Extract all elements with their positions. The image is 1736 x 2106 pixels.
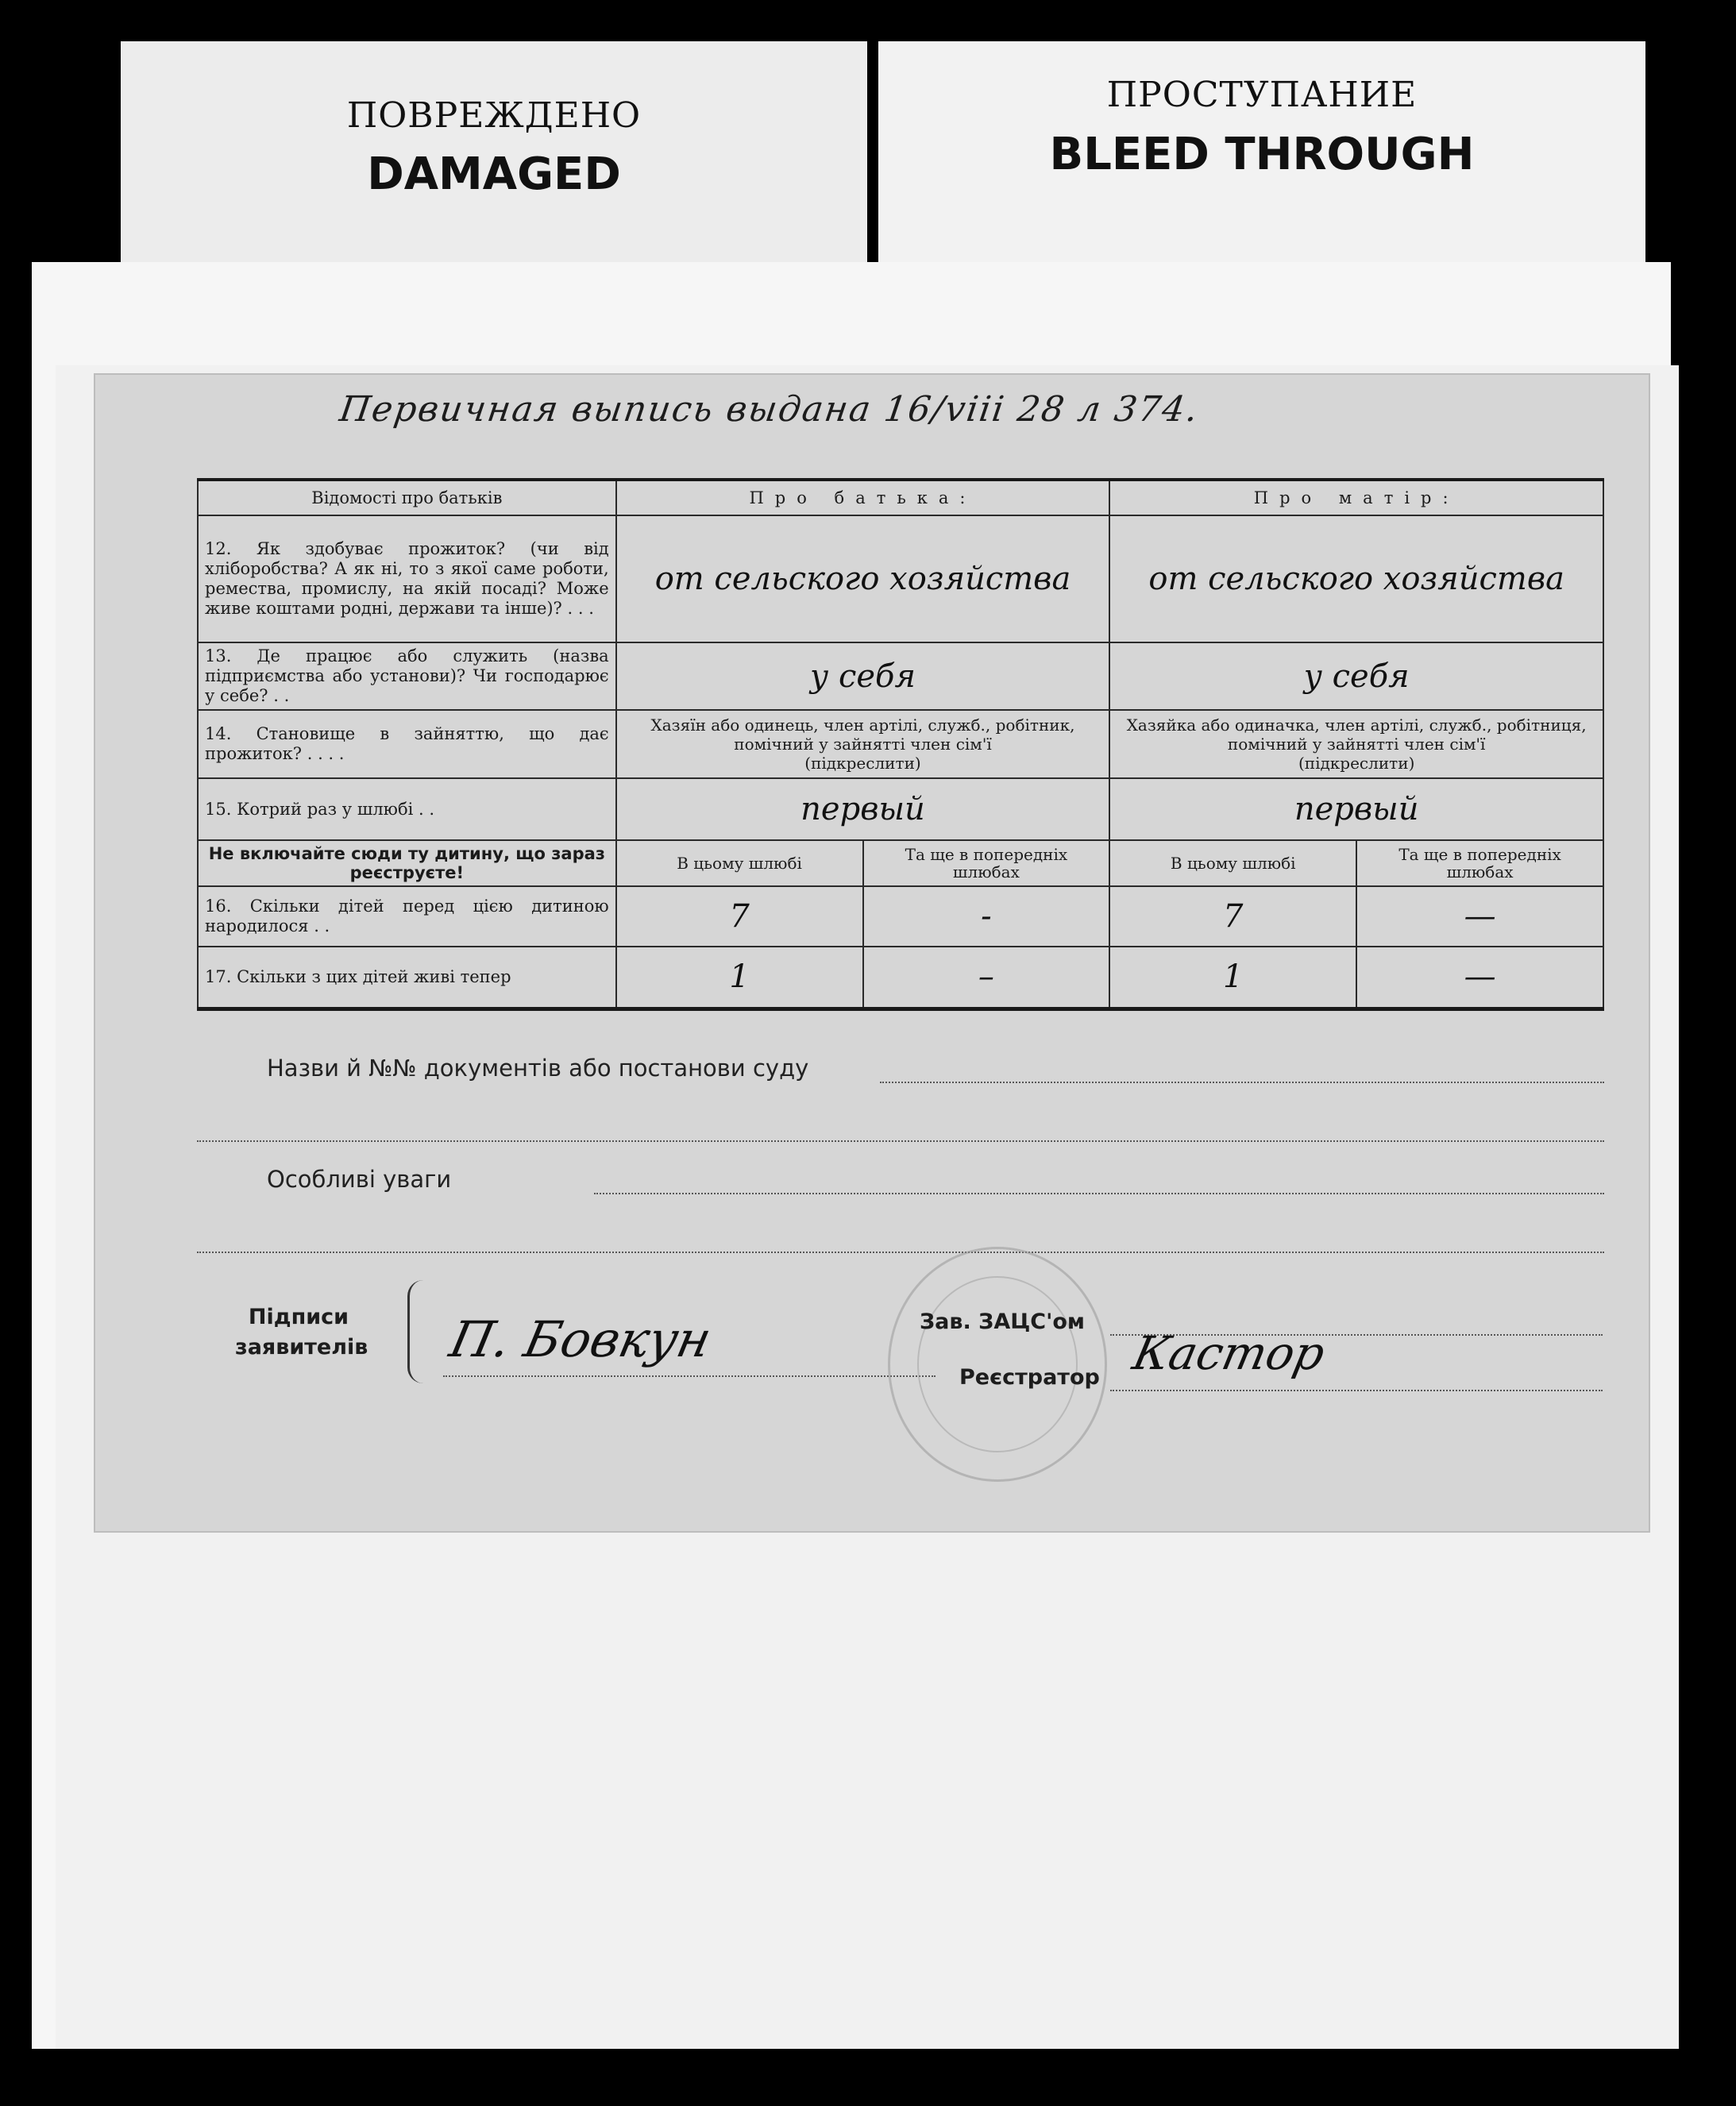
mother-this-marriage-header: В цьому шлюбі	[1109, 840, 1356, 886]
father-answer-12: от сельского хозяйства	[616, 515, 1110, 642]
father-options-note: (підкреслити)	[804, 754, 921, 773]
bleed-ru-text: ПРОСТУПАНИЕ	[1106, 75, 1418, 115]
father-children-this: 7	[616, 886, 863, 947]
documents-line-2	[197, 1140, 1604, 1142]
table-row	[198, 778, 1603, 840]
bleed-through-banner	[878, 41, 1645, 264]
table-row	[198, 515, 1603, 642]
father-this-marriage-header: В цьому шлюбі	[616, 840, 863, 886]
table-row	[198, 710, 1603, 778]
question-14: 14. Становище в зайняттю, що дає прожиток? . . . .	[198, 710, 616, 778]
father-answer-15: первый	[616, 778, 1110, 840]
documents-section	[197, 1055, 1604, 1150]
question-13: 13. Де працює або служить (назва підприємства або установи)? Чи господарює у себе? . .	[198, 642, 616, 710]
table-header-row	[198, 480, 1603, 515]
father-options-14	[616, 710, 1110, 778]
father-prev-marriage-header: Та ще в попередніх шлюбах	[863, 840, 1110, 886]
registrar-signature-line	[1110, 1390, 1603, 1391]
children-subheader-row	[198, 840, 1603, 886]
mother-children-this: 7	[1109, 886, 1356, 947]
header-father: Про батька:	[616, 480, 1110, 515]
parents-table	[197, 478, 1604, 1011]
mother-alive-prev: —	[1356, 947, 1603, 1009]
remarks-section	[197, 1166, 1604, 1261]
registration-form	[94, 373, 1650, 1533]
header-parents-info: Відомості про батьків	[198, 480, 616, 515]
applicant-signature-line	[443, 1375, 936, 1377]
remarks-line-2	[197, 1252, 1604, 1253]
father-children-prev: -	[863, 886, 1110, 947]
mother-answer-13: у себя	[1109, 642, 1603, 710]
mother-options-14	[1109, 710, 1603, 778]
remarks-line	[594, 1193, 1604, 1194]
applicants-signature-label: Підписи заявителів	[235, 1305, 368, 1360]
mother-alive-this: 1	[1109, 947, 1356, 1009]
question-12: 12. Як здобуває прожиток? (чи від хліборобства? А як ні, то з якої саме роботи, ремества, промислу, на якій посаді? Може живе коштами родні, держави та інше)? . . .	[198, 515, 616, 642]
mother-children-prev: —	[1356, 886, 1603, 947]
damaged-banner	[121, 41, 867, 280]
registrar-signature: Кастор	[1128, 1326, 1330, 1380]
documents-line	[880, 1082, 1604, 1083]
table-row	[198, 642, 1603, 710]
table-row	[198, 947, 1603, 1009]
damaged-ru-text: ПОВРЕЖДЕНО	[346, 95, 642, 136]
bleed-en-text: BLEED THROUGH	[1049, 129, 1475, 180]
head-zags-label: Зав. ЗАЦС'ом	[920, 1310, 1085, 1334]
table-row	[198, 886, 1603, 947]
mother-answer-12: от сельского хозяйства	[1109, 515, 1603, 642]
children-warning: Не включайте сюди ту дитину, що зараз реєструєте!	[198, 840, 616, 886]
damaged-en-text: DAMAGED	[367, 148, 621, 200]
documents-label: Назви й №№ документів або постанови суду	[267, 1055, 809, 1082]
header-mother: Про матір:	[1109, 480, 1603, 515]
father-answer-13: у себя	[616, 642, 1110, 710]
question-16: 16. Скільки дітей перед цією дитиною народилося . .	[198, 886, 616, 947]
mother-options-text: Хазяйка або одиначка, член артілі, служб., робітниця, помічний у зайнятті член сім'ї	[1126, 716, 1587, 754]
question-17: 17. Скільки з цих дітей живі тепер	[198, 947, 616, 1009]
father-alive-prev: –	[863, 947, 1110, 1009]
applicant-signature: П. Бовкун	[445, 1310, 717, 1368]
father-alive-this: 1	[616, 947, 863, 1009]
mother-prev-marriage-header: Та ще в попередніх шлюбах	[1356, 840, 1603, 886]
remarks-label: Особливі уваги	[267, 1166, 452, 1193]
father-options-text: Хазяїн або одинець, член артілі, служб., робітник, помічний у зайнятті член сім'ї	[650, 716, 1075, 754]
mother-answer-15: первый	[1109, 778, 1603, 840]
applicants-brace	[407, 1280, 429, 1383]
registrar-label: Реєстратор	[959, 1365, 1100, 1390]
handwritten-title: Первичная выпись выдана 16/viii 28 л 374.	[337, 389, 1202, 430]
mother-options-note: (підкреслити)	[1298, 754, 1415, 773]
question-15: 15. Котрий раз у шлюбі . .	[198, 778, 616, 840]
